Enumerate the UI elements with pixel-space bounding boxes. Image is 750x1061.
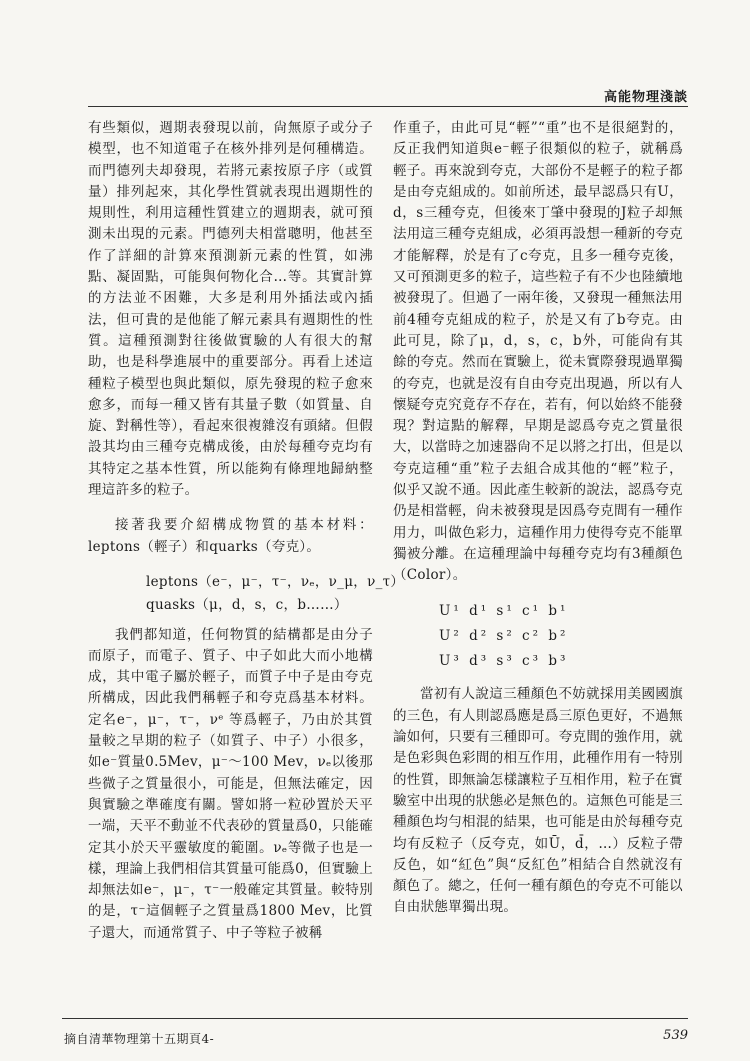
right-paragraph-1: 作重子，由此可見“輕”“重”也不是很絕對的，反正我們知道與e⁻輕子很類似的粒子，就稱爲輕子。再來說到夸克，大部份不是輕子的粒子都是由夸克組成的。如前所述，最早認爲只有U，d，s三種夸克，但後來丁肇中發現的J粒子却無法用這三種夸克組成，必須再設想一種新的夸克才能解釋，於是有了c夸克，且多一種夸克後，又可預測更多的粒子，這些粒子有不少也陸續地被發現了。但過了一兩年後，又發現一種無法用前4種夸克組成的粒子，於是又有了b夸克。由此可見，除了μ，d，s，c，b外，可能尙有其餘的夸克。然而在實驗上，從未實際發現過單獨的夸克，也就是沒有自由夸克出現過，所以有人懷疑夸克究竟存不存在，若有，何以始終不能發現？對這點的解釋，早期是認爲夸克之質量很大，以當時之加速器尙不足以將之打出，但是以夸克這種“重”粒子去組合成其他的“輕”粒子，似乎又說不通。因此產生較新的說法，認爲夸克仍是相當輕，尙未被發現是因爲夸克間有一種作用力，叫做色彩力，這種作用力使得夸克不能單獨被分離。在這種理論中每種夸克均有3種顏色（Color）。: [393, 120, 683, 584]
quark-color-row-2: U² d² s² c² b²: [439, 627, 569, 644]
page-header: [0, 0, 750, 110]
left-paragraph-2: 接著我要介紹構成物質的基本材料：leptons（輕子）和quarks（夸克）。: [88, 517, 373, 555]
right-paragraph-2: 當初有人說這三種顏色不妨就採用美國國旗的三色，有人則認爲應是爲三原色更好，不過無論如何，只要有三種即可。夸克間的強作用，就是色彩與色彩間的相互作用，此種作用有一特別的性質，即無論怎樣讓粒子互相作用，粒子在實驗室中出現的狀態必是無色的。這無色可能是三種顏色均勻相混的結果，也可能是由於每種夸克均有反粒子（反夸克，如Ū，d̄，…）反粒子帶反色，如“紅色”與“反紅色”相結合自然就沒有顏色了。總之，任何一種有顏色的夸克不可能以自由狀態單獨出現。: [393, 686, 683, 916]
leptons-formula: leptons（e⁻，μ⁻，τ⁻，νₑ，ν_μ，ν_τ）: [146, 573, 405, 590]
quarks-formula: quasks（μ，d，s，c，b……）: [146, 597, 348, 614]
running-title: 高能物理淺談: [603, 90, 688, 105]
right-column: [393, 118, 683, 933]
page-number: 539: [663, 1028, 688, 1043]
quark-color-row-3: U³ d³ s³ c³ b³: [439, 653, 569, 670]
quark-color-row-1: U¹ d¹ s¹ c¹ b¹: [439, 602, 569, 619]
footer-source: 摘自清華物理第十五期頁4-: [64, 1032, 215, 1046]
footer-rule: [62, 1018, 688, 1019]
left-column: [88, 118, 405, 958]
header-rule: [88, 106, 688, 107]
left-paragraph-3: 我們都知道，任何物質的結構都是由分子而原子，而電子、質子、中子如此大而小地構成，其中電子屬於輕子，而質子中子是由夸克所構成，因此我們稱輕子和夸克爲基本材料。定名e⁻，μ⁻，τ⁻，νᵉ 等爲輕子，乃由於其質量較之早期的粒子（如質子、中子）小很多，如e⁻質量0.5Mev，μ⁻～100 Mev，νₑ以後那些微子之質量很小，可能是，但無法確定，因與實驗之準確度有關。譬如將一粒砂置於天平一端，天平不動並不代表砂的質量爲0，只能確定其小於天平靈敏度的範圍。νₑ等微子也是一樣，理論上我們相信其質量可能爲0，但實驗上却無法如e⁻，μ⁻，τ⁻一般確定其質量。較特別的是，τ⁻這個輕子之質量爲1800 Mev，比質子還大，而通常質子、中子等粒子被稱: [88, 626, 373, 941]
left-paragraph-1: 有些類似，週期表發現以前，尙無原子或分子模型，也不知道電子在核外排列是何種構造。而門德列夫却發現，若將元素按原子序（或質量）排列起來，其化學性質就表現出週期性的規則性，利用這種性質建立的週期表，就可預測未出現的元素。門德列夫相當聰明，他甚至作了詳細的計算來預測新元素的性質，如沸點、凝固點，可能與何物化合…等。其實計算的方法並不困難，大多是利用外插法或內插法，但可貴的是他能了解元素具有週期性的性質。這種預測對往後做實驗的人有很大的幫助，也是科學進展中的重要部分。再看上述這種粒子模型也與此類似，原先發現的粒子愈來愈多，而每一種又皆有其量子數（如質量、自旋、對稱性等），看起來很複雜沒有頭緒。但假設其均由三種夸克構成後，由於每種夸克均有其特定之基本性質，所以能夠有條理地歸納整理這許多的粒子。: [88, 120, 373, 499]
